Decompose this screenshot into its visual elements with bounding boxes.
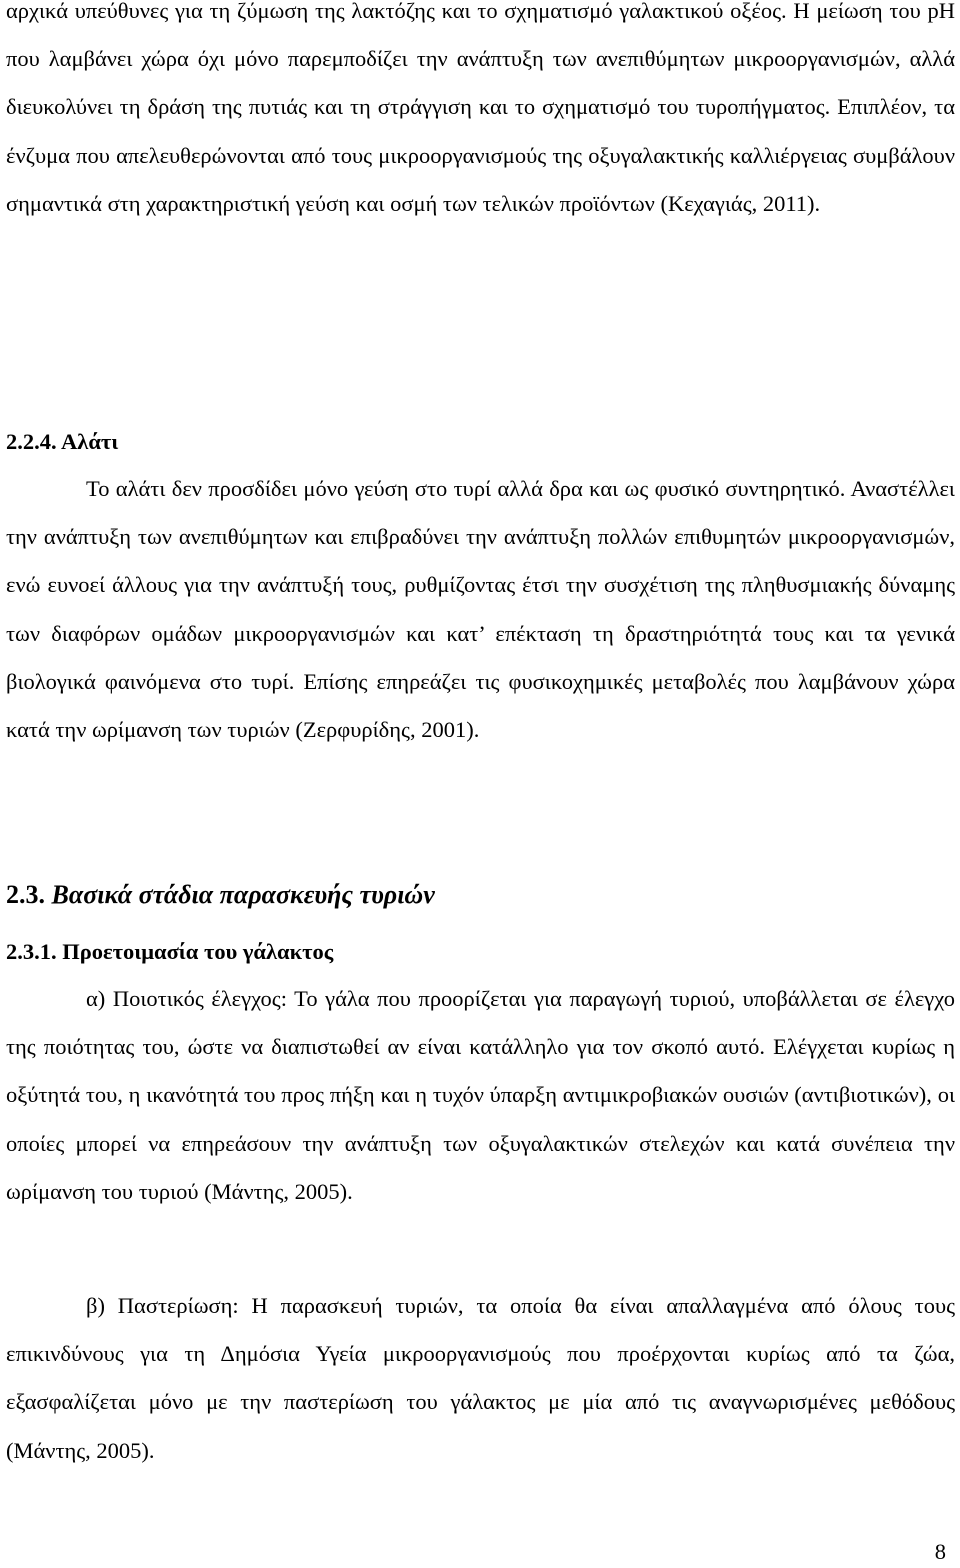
section-title: Αλάτι (61, 429, 119, 454)
section-number: 2.2.4. (6, 429, 57, 454)
paragraph-quality-control: α) Ποιοτικός έλεγχος: Το γάλα που προορίζεται για παραγωγή τυριού, υποβάλλεται σε έλεγχο της ποιότητας του, ώστε να διαπιστωθεί αν είναι κατάλληλο για τον σκοπό αυτό. Ελέγχεται κυρίως η οξύτητά του, η ικανότητά του προς πήξη και η τυχόν ύπαρξη αντιμικροβιακών ουσιών (αντιβιοτικών), οι οποίες μπορεί να επηρεάσουν την ανάπτυξη των οξυγαλακτικών στελεχών και κατά συνέπεια την ωρίμανση του τυριού (Μάντης, 2005). (6, 986, 955, 1204)
subsection-number: 2.3.1. (6, 939, 57, 964)
paragraph-salt: Το αλάτι δεν προσδίδει μόνο γεύση στο τυρί αλλά δρα και ως φυσικό συντηρητικό. Αναστέλλει την ανάπτυξη των ανεπιθύμητων και επιβραδύνει την ανάπτυξη πολλών επιθυμητών μικροοργανισμών, ενώ ευνοεί άλλους για την ανάπτυξή τους, ρυθμίζοντας έτσι την συσχέτιση της πληθυσμιακής δύναμης των διαφόρων ομάδων μικροοργανισμών και κατ’ επέκταση τη δραστηριότητά τους και τα γενικά βιολογικά φαινόμενα στο τυρί. Επίσης επηρεάζει τις φυσικοχημικές μεταβολές που λαμβάνουν χώρα κατά την ωρίμανση των τυριών (Ζερφυρίδης, 2001). (6, 476, 955, 743)
section-heading-cheese-stages (6, 877, 435, 913)
section-title: Βασικά στάδια παρασκευής τυριών (51, 880, 435, 909)
paragraph-lactic-acid: αρχικά υπεύθυνες για τη ζύμωση της λακτόζης και το σχηματισμό γαλακτικού οξέος. Η μείωση του pH που λαμβάνει χώρα όχι μόνο παρεμποδίζει την ανάπτυξη των ανεπιθύμητων μικροοργανισμών, αλλά διευκολύνει τη δράση της πυτιάς και τη στράγγιση και το σχηματισμό του τυροπήγματος. Επιπλέον, τα ένζυμα που απελευθερώνονται από τους μικροοργανισμούς της οξυγαλακτικής καλλιέργειας συμβάλουν σημαντικά στη χαρακτηριστική γεύση και οσμή των τελικών προϊόντων (Κεχαγιάς, 2011). (6, 0, 955, 216)
section-number: 2.3. (6, 880, 45, 909)
subsection-heading-milk-preparation (6, 937, 333, 967)
section-heading-salt (6, 427, 118, 457)
paragraph-pasteurization: β) Παστερίωση: Η παρασκευή τυριών, τα οποία θα είναι απαλλαγμένα από όλους τους επικινδύνους για τη Δημόσια Υγεία μικροοργανισμούς που προέρχονται κυρίως από τα ζώα, εξασφαλίζεται μόνο με την παστερίωση του γάλακτος με μία από τις αναγνωρισμένες μεθόδους (Μάντης, 2005). (6, 1293, 955, 1463)
subsection-title: Προετοιμασία του γάλακτος (62, 939, 334, 964)
page-number: 8 (934, 1539, 946, 1564)
